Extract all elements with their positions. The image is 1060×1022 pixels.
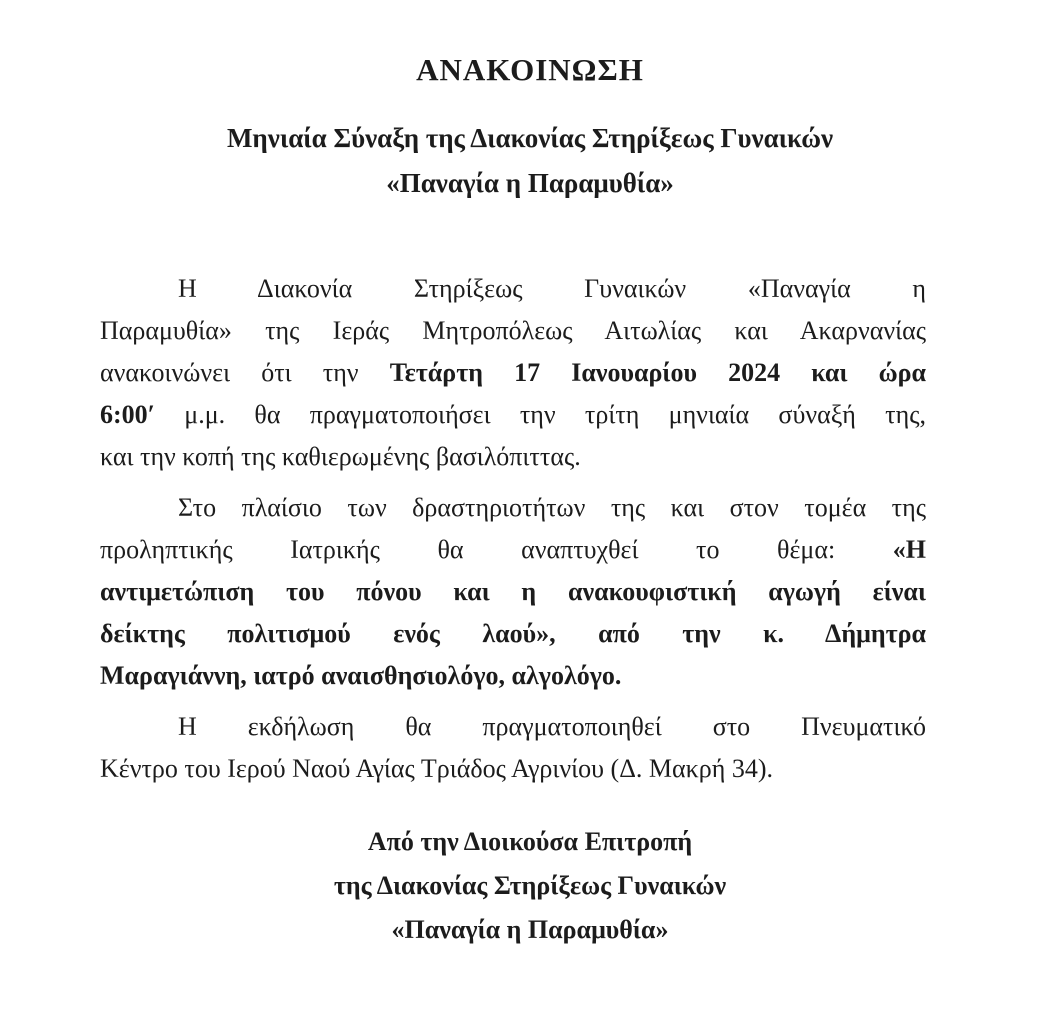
body-line [100,529,926,571]
body-line [100,310,926,352]
body-line [100,487,926,529]
text-segment: προληπτικής Ιατρικής θα αναπτυχθεί το θέμα: [100,535,836,564]
body-line [100,655,926,697]
body-line [100,748,926,790]
text-segment: Κέντρο του Ιερού Ναού Αγίας Τριάδος Αγρινίου (Δ. Μακρή 34). [100,754,773,783]
body-line [100,571,926,613]
announcement-title: ΑΝΑΚΟΙΝΩΣΗ [416,52,644,87]
bold-theme-segment: αντιμετώπιση του πόνου και η ανακουφιστική αγωγή είναι [100,577,926,606]
subtitle-line-1: Μηνιαία Σύναξη της Διακονίας Στηρίξεως Γυναικών [226,123,834,153]
announcement-subtitle [0,116,1060,206]
text-segment: μ.μ. θα πραγματοποιήσει την τρίτη μηνιαία σύναξή της, [184,400,926,429]
bold-speaker-segment: Μαραγιάννη, ιατρό αναισθησιολόγο, αλγολόγο. [100,661,622,690]
bold-date-segment: Τετάρτη 17 Ιανουαρίου 2024 και ώρα [389,358,927,387]
announcement-signoff [0,820,1060,952]
announcement-body [100,268,926,790]
paragraph-organizer-date [100,268,926,478]
bold-theme-segment: δείκτης πολιτισμού ενός λαού», από την κ. Δήμητρα [100,619,926,648]
paragraph-venue [100,706,926,790]
text-segment: Στο πλαίσιο των δραστηριοτήτων της και στον τομέα της [178,493,926,522]
subtitle-line-2: «Παναγία η Παραμυθία» [386,168,674,198]
signoff-line-3: «Παναγία η Παραμυθία» [391,915,669,944]
signoff-line-1: Από την Διοικούσα Επιτροπή [367,827,693,856]
text-segment: Η εκδήλωση θα πραγματοποιηθεί στο Πνευματικό [178,712,926,741]
text-segment: Παραμυθία» της Ιεράς Μητροπόλεως Αιτωλίας και Ακαρνανίας [100,316,926,345]
body-line [100,613,926,655]
paragraph-theme-speaker [100,487,926,697]
signoff-line-2: της Διακονίας Στηρίξεως Γυναικών [333,871,727,900]
body-line [100,706,926,748]
text-segment: Η Διακονία Στηρίξεως Γυναικών «Παναγία η [178,274,926,303]
bold-theme-segment: «Η [892,535,927,564]
body-line [100,394,926,436]
body-line [100,268,926,310]
text-segment: ανακοινώνει ότι την [100,358,359,387]
body-line [100,436,926,478]
text-segment: και την κοπή της καθιερωμένης βασιλόπιττας. [100,442,581,471]
bold-time-segment: 6:00′ [100,400,155,429]
body-line [100,352,926,394]
